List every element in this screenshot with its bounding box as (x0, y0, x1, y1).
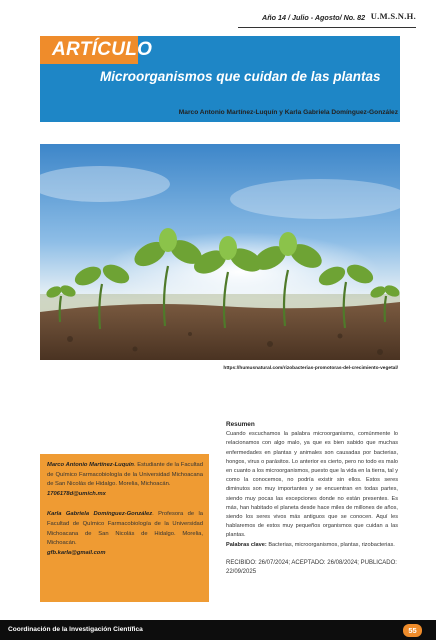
photo-credit: https://humusnatural.com/rizobacterias-promotoras-del-crecimiento-vegetal/ (223, 366, 398, 371)
abstract-section (226, 420, 398, 578)
author-2-affiliation: . Profesora de la Facultad de Químico Farmacobiología de la Universidad Michoacana de San Nicolás de Hidalgo. Morelia, Michoacán. (47, 511, 203, 547)
author-2-name: Karla Gabriela Domínguez-González (47, 511, 153, 518)
seedlings-photo (40, 144, 400, 360)
keywords (226, 541, 398, 550)
author-1-email[interactable]: 1706178d@umich.mx (47, 490, 106, 497)
author-bios-box (40, 454, 209, 602)
keywords-label: Palabras clave: (226, 541, 267, 548)
footer-bar (0, 620, 436, 640)
author-bio-1 (47, 461, 203, 499)
abstract-heading: Resumen (226, 421, 255, 428)
author-2-email[interactable]: gfb.karla@gmail.com (47, 549, 106, 556)
author-1-name: Marco Antonio Martínez-Luquín (47, 462, 134, 468)
issue-info: Año 14 / Julio - Agosto/ No. 82 (262, 13, 366, 22)
publication-dates: RECIBIDO: 26/07/2024; ACEPTADO: 26/08/2024; PUBLICADO: 22/09/2025 (226, 559, 397, 576)
keywords-list: Bacterias, microorganismos, plantas, rizobacterias. (268, 541, 395, 548)
author-1-affiliation: . Estudiante de la Facultad de Químico Farmacobiología de la Universidad Michoacana de San Nicolás de Hidalgo. Morelia, Michoacán. (47, 462, 204, 488)
article-title: Microorganismos que cuidan de las plantas (100, 69, 381, 84)
author-bio-2 (47, 510, 203, 558)
section-tag: ARTÍCULO (52, 39, 153, 60)
page-number: 55 (403, 624, 422, 637)
running-header (238, 10, 416, 28)
article-authors: Marco Antonio Martínez-Luquín y Karla Gabriela Domínguez-González (178, 109, 398, 116)
footer-text: Coordinación de la Investigación Científica (8, 626, 143, 633)
institution-name: U.M.S.N.H. (370, 11, 416, 21)
abstract-body: Cuando escuchamos la palabra microorganismo, comúnmente lo relacionamos con algo malo, ya que es bien sabido que muchas enfermedades en plantas y animales son causadas por bacterias, hongos, virus o parásitos. Lo anterior es cierto, pero no todo es malo en cuanto a los microorganismos, puesto que la vida en la tierra, tal y como la conocemos, no podría existir sin ellos. Estos seres diminutos son muy importantes y se encuentran en todas partes, siendo muy pocas las excepciones donde no están presentes. Es más, han habitado el planeta desde hace miles de millones de años, siendo los seres vivos más antiguos que se conocen. Aquí les hablaremos de estos muy pequeños organismos que cuidan a las plantas. (226, 431, 398, 539)
